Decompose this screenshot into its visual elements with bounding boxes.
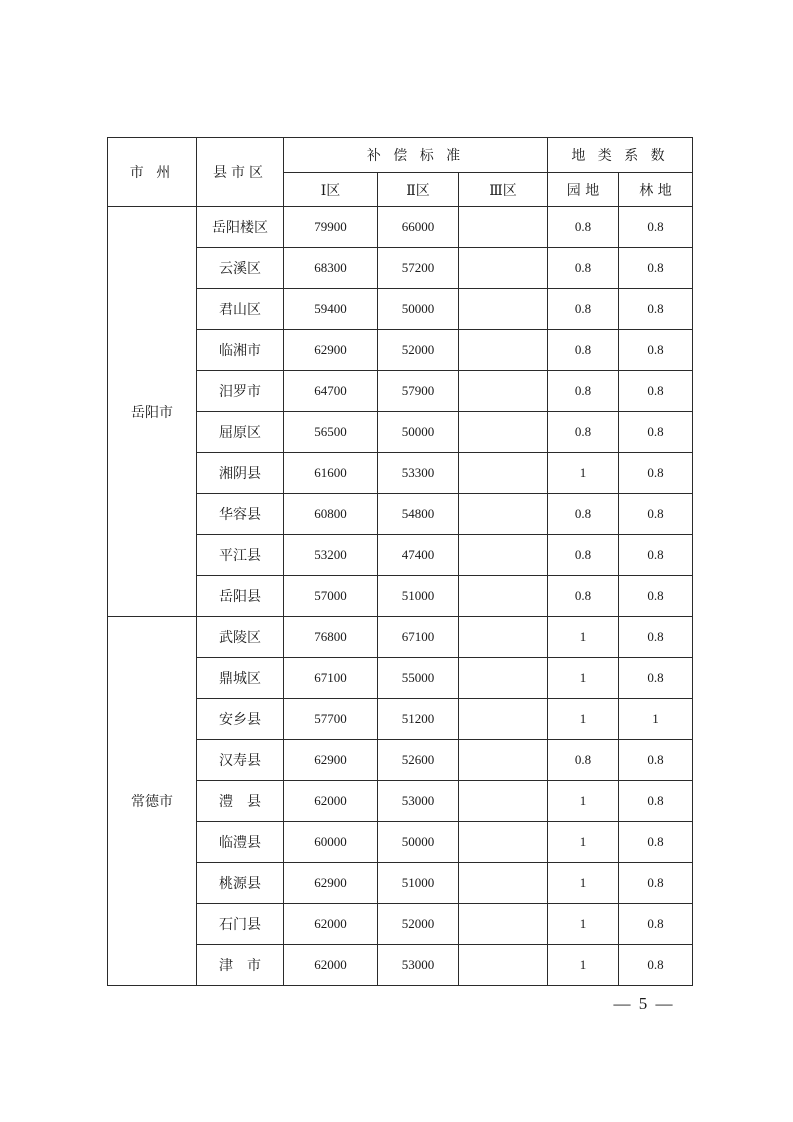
garden-coefficient: 0.8: [548, 248, 619, 289]
garden-coefficient: 1: [548, 863, 619, 904]
county-cell: 华容县: [197, 494, 284, 535]
zone-2-value: 67100: [378, 617, 459, 658]
zone-3-value: [459, 371, 548, 412]
forest-coefficient: 0.8: [619, 494, 693, 535]
zone-1-value: 57700: [284, 699, 378, 740]
garden-coefficient: 0.8: [548, 740, 619, 781]
header-compensation-standard: 补 偿 标 准: [284, 138, 548, 173]
city-cell: 常德市: [108, 617, 197, 986]
garden-coefficient: 1: [548, 699, 619, 740]
garden-coefficient: 1: [548, 617, 619, 658]
county-cell: 临澧县: [197, 822, 284, 863]
zone-1-value: 59400: [284, 289, 378, 330]
zone-2-value: 51200: [378, 699, 459, 740]
zone-3-value: [459, 945, 548, 986]
header-zone-1: Ⅰ区: [284, 173, 378, 207]
zone-2-value: 53000: [378, 781, 459, 822]
header-land-coefficient: 地 类 系 数: [548, 138, 693, 173]
garden-coefficient: 0.8: [548, 576, 619, 617]
county-cell: 屈原区: [197, 412, 284, 453]
zone-3-value: [459, 781, 548, 822]
zone-1-value: 57000: [284, 576, 378, 617]
zone-1-value: 76800: [284, 617, 378, 658]
zone-1-value: 62000: [284, 781, 378, 822]
zone-3-value: [459, 658, 548, 699]
zone-1-value: 67100: [284, 658, 378, 699]
zone-2-value: 50000: [378, 412, 459, 453]
zone-2-value: 53300: [378, 453, 459, 494]
forest-coefficient: 0.8: [619, 658, 693, 699]
zone-3-value: [459, 248, 548, 289]
header-zone-2: Ⅱ区: [378, 173, 459, 207]
county-cell: 湘阴县: [197, 453, 284, 494]
zone-3-value: [459, 535, 548, 576]
zone-1-value: 56500: [284, 412, 378, 453]
garden-coefficient: 1: [548, 904, 619, 945]
garden-coefficient: 1: [548, 781, 619, 822]
page-number: — 5 —: [613, 994, 675, 1013]
forest-coefficient: 0.8: [619, 904, 693, 945]
zone-3-value: [459, 822, 548, 863]
zone-3-value: [459, 207, 548, 248]
forest-coefficient: 0.8: [619, 576, 693, 617]
zone-2-value: 53000: [378, 945, 459, 986]
zone-2-value: 55000: [378, 658, 459, 699]
zone-3-value: [459, 863, 548, 904]
zone-1-value: 62900: [284, 740, 378, 781]
county-cell: 鼎城区: [197, 658, 284, 699]
garden-coefficient: 1: [548, 453, 619, 494]
county-cell: 岳阳楼区: [197, 207, 284, 248]
county-cell: 岳阳县: [197, 576, 284, 617]
forest-coefficient: 0.8: [619, 371, 693, 412]
table-row: [108, 207, 693, 248]
zone-1-value: 62900: [284, 863, 378, 904]
zone-2-value: 51000: [378, 863, 459, 904]
forest-coefficient: 0.8: [619, 740, 693, 781]
zone-3-value: [459, 576, 548, 617]
city-cell: 岳阳市: [108, 207, 197, 617]
zone-1-value: 61600: [284, 453, 378, 494]
zone-1-value: 64700: [284, 371, 378, 412]
header-city: 市 州: [108, 138, 197, 207]
zone-2-value: 66000: [378, 207, 459, 248]
zone-1-value: 62000: [284, 904, 378, 945]
zone-3-value: [459, 617, 548, 658]
county-cell: 安乡县: [197, 699, 284, 740]
garden-coefficient: 0.8: [548, 289, 619, 330]
forest-coefficient: 0.8: [619, 617, 693, 658]
garden-coefficient: 1: [548, 945, 619, 986]
garden-coefficient: 0.8: [548, 330, 619, 371]
zone-3-value: [459, 740, 548, 781]
header-county: 县市区: [197, 138, 284, 207]
garden-coefficient: 1: [548, 822, 619, 863]
zone-3-value: [459, 412, 548, 453]
garden-coefficient: 0.8: [548, 494, 619, 535]
county-cell: 君山区: [197, 289, 284, 330]
zone-1-value: 68300: [284, 248, 378, 289]
table-row: [108, 617, 693, 658]
zone-1-value: 60800: [284, 494, 378, 535]
forest-coefficient: 0.8: [619, 207, 693, 248]
zone-2-value: 50000: [378, 822, 459, 863]
zone-3-value: [459, 904, 548, 945]
zone-3-value: [459, 289, 548, 330]
forest-coefficient: 0.8: [619, 412, 693, 453]
zone-3-value: [459, 494, 548, 535]
garden-coefficient: 0.8: [548, 207, 619, 248]
forest-coefficient: 0.8: [619, 781, 693, 822]
forest-coefficient: 0.8: [619, 289, 693, 330]
garden-coefficient: 0.8: [548, 412, 619, 453]
county-cell: 云溪区: [197, 248, 284, 289]
county-cell: 石门县: [197, 904, 284, 945]
zone-1-value: 62900: [284, 330, 378, 371]
header-zone-3: Ⅲ区: [459, 173, 548, 207]
zone-2-value: 52000: [378, 904, 459, 945]
compensation-standards-table: [107, 137, 693, 986]
header-garden: 园 地: [548, 173, 619, 207]
header-row-1: [108, 138, 693, 173]
county-cell: 汉寿县: [197, 740, 284, 781]
zone-2-value: 52000: [378, 330, 459, 371]
header-forest: 林 地: [619, 173, 693, 207]
forest-coefficient: 0.8: [619, 863, 693, 904]
zone-3-value: [459, 699, 548, 740]
garden-coefficient: 0.8: [548, 535, 619, 576]
zone-1-value: 79900: [284, 207, 378, 248]
zone-1-value: 60000: [284, 822, 378, 863]
zone-2-value: 52600: [378, 740, 459, 781]
county-cell: 武陵区: [197, 617, 284, 658]
county-cell: 桃源县: [197, 863, 284, 904]
zone-2-value: 50000: [378, 289, 459, 330]
county-cell: 汨罗市: [197, 371, 284, 412]
forest-coefficient: 0.8: [619, 248, 693, 289]
forest-coefficient: 0.8: [619, 330, 693, 371]
forest-coefficient: 0.8: [619, 822, 693, 863]
zone-1-value: 62000: [284, 945, 378, 986]
forest-coefficient: 0.8: [619, 453, 693, 494]
zone-2-value: 47400: [378, 535, 459, 576]
forest-coefficient: 1: [619, 699, 693, 740]
zone-2-value: 51000: [378, 576, 459, 617]
zone-3-value: [459, 330, 548, 371]
county-cell: 平江县: [197, 535, 284, 576]
forest-coefficient: 0.8: [619, 945, 693, 986]
county-cell: 津 市: [197, 945, 284, 986]
forest-coefficient: 0.8: [619, 535, 693, 576]
garden-coefficient: 0.8: [548, 371, 619, 412]
county-cell: 澧 县: [197, 781, 284, 822]
zone-1-value: 53200: [284, 535, 378, 576]
county-cell: 临湘市: [197, 330, 284, 371]
zone-3-value: [459, 453, 548, 494]
garden-coefficient: 1: [548, 658, 619, 699]
zone-2-value: 54800: [378, 494, 459, 535]
zone-2-value: 57200: [378, 248, 459, 289]
zone-2-value: 57900: [378, 371, 459, 412]
